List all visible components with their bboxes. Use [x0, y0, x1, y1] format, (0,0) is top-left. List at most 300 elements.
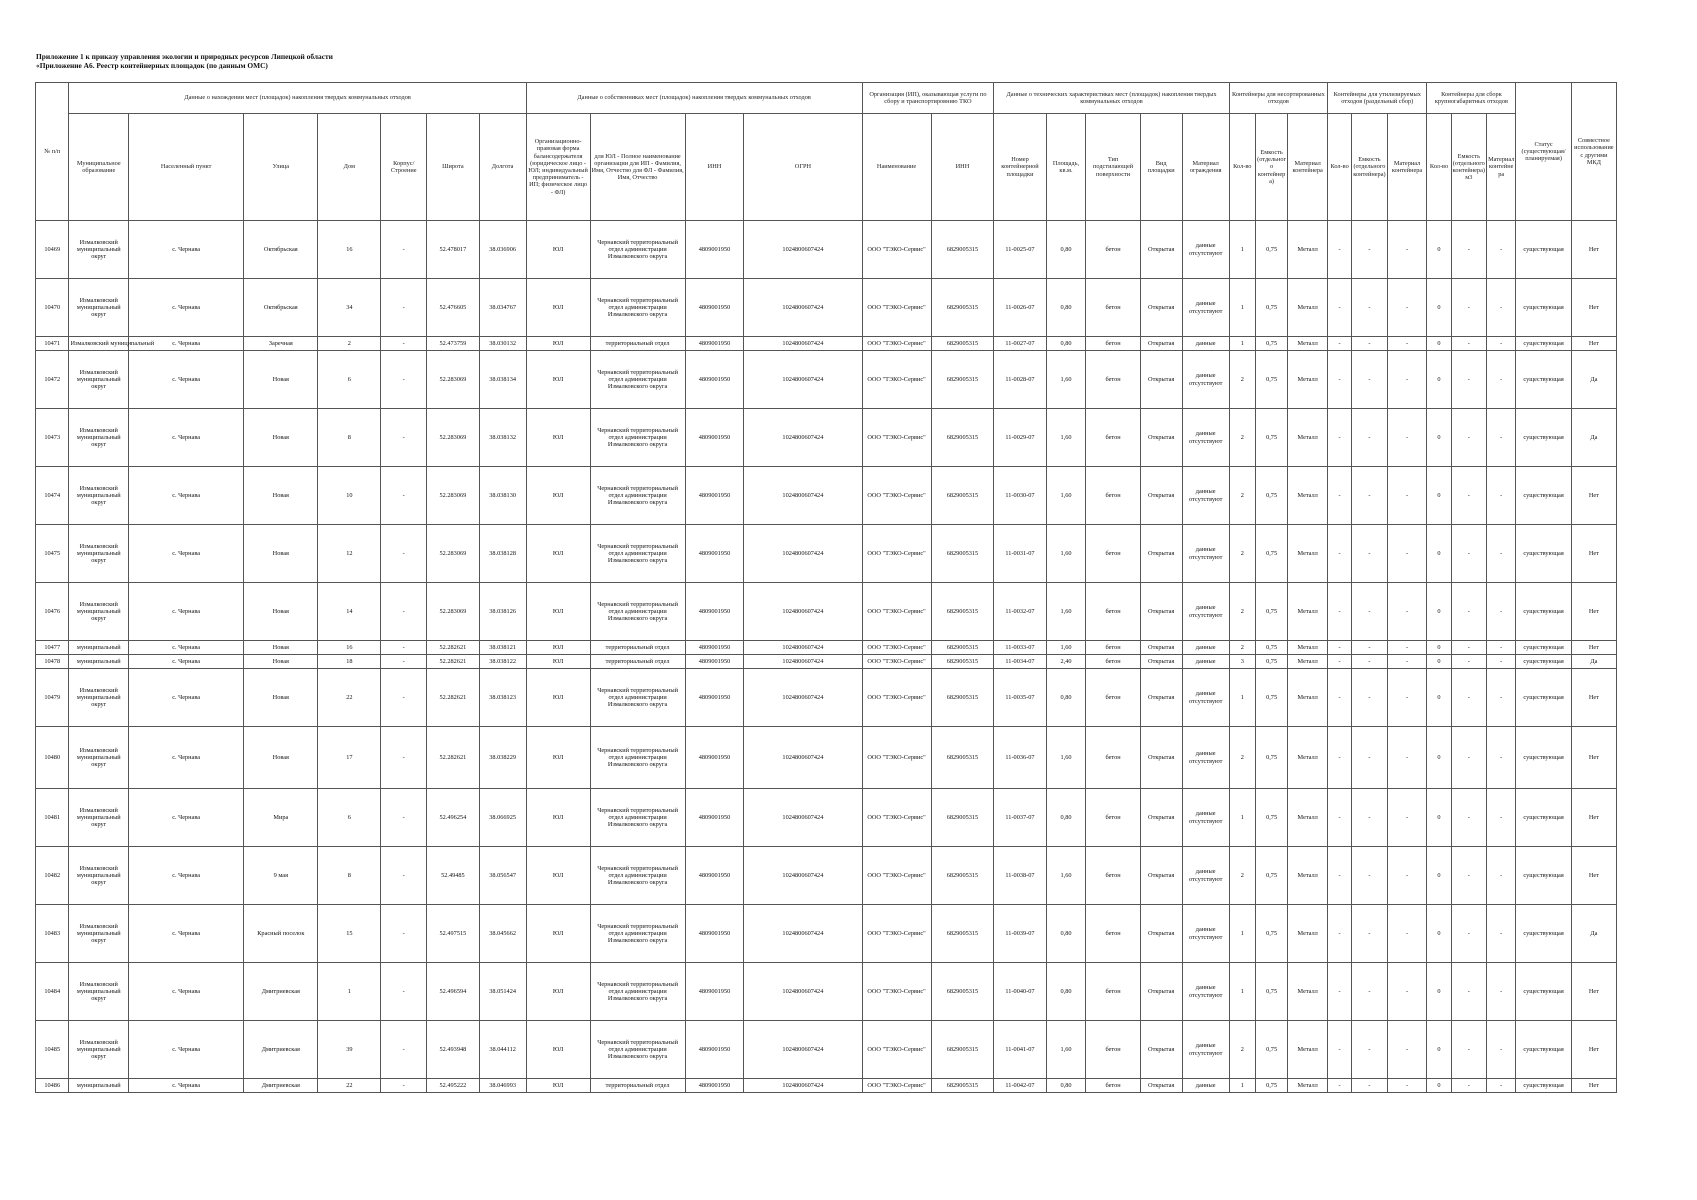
cell-area: 1,60 [1046, 467, 1086, 525]
cell-bulky-qty: 0 [1427, 467, 1451, 525]
cell-inn: 4809001950 [685, 467, 744, 525]
cell-building: - [381, 789, 427, 847]
cell-fence: данные [1182, 337, 1229, 351]
col-lon: Долгота [479, 114, 526, 221]
cell-lat: 52.496594 [427, 963, 479, 1021]
cell-bulky-material: - [1487, 789, 1516, 847]
cell-legal-form: ЮЛ [526, 467, 590, 525]
col-owner-name: для ЮЛ - Полное наименование организации для ИП - Фамилия, Имя, Отчество для ФЛ - Фамилия, Имя, Отчество [590, 114, 685, 221]
cell-inn: 4809001950 [685, 655, 744, 669]
cell-legal-form: ЮЛ [526, 641, 590, 655]
cell-bulky-qty: 0 [1427, 337, 1451, 351]
cell-separate-volume: - [1352, 641, 1388, 655]
cell-surface: бетон [1086, 409, 1140, 467]
cell-fence: данные отсутствуют [1182, 669, 1229, 727]
cell-lat: 52.283069 [427, 351, 479, 409]
cell-shared: Нет [1571, 467, 1616, 525]
cell-bulky-qty: 0 [1427, 525, 1451, 583]
cell-legal-form: ЮЛ [526, 963, 590, 1021]
cell-surface: бетон [1086, 963, 1140, 1021]
cell-site-type: Открытая [1140, 847, 1182, 905]
cell-building: - [381, 1079, 427, 1093]
cell-fence: данные отсутствуют [1182, 905, 1229, 963]
col-unsorted-material: Материал контейнера [1288, 114, 1328, 221]
cell-bulky-volume: - [1451, 337, 1487, 351]
cell-inn: 4809001950 [685, 1079, 744, 1093]
table-row [36, 221, 1617, 279]
cell-ogrn: 1024800607424 [744, 525, 862, 583]
cell-status: существующая [1516, 727, 1571, 789]
cell-house: 2 [318, 337, 381, 351]
cell-separate-volume: - [1352, 279, 1388, 337]
cell-separate-material: - [1387, 525, 1427, 583]
cell-separate-qty: - [1328, 847, 1352, 905]
cell-settlement: с. Чернава [129, 337, 244, 351]
cell-unsorted-qty: 1 [1229, 905, 1255, 963]
cell-ogrn: 1024800607424 [744, 467, 862, 525]
cell-separate-qty: - [1328, 467, 1352, 525]
cell-area: 0,80 [1046, 789, 1086, 847]
table-row [36, 655, 1617, 669]
cell-inn: 4809001950 [685, 337, 744, 351]
cell-owner-name: Чернавский территориальный отдел администрации Измалковского округа [590, 847, 685, 905]
cell-operator-inn: 6829005315 [931, 905, 994, 963]
cell-ogrn: 1024800607424 [744, 847, 862, 905]
cell-unsorted-volume: 0,75 [1255, 1021, 1287, 1079]
cell-separate-qty: - [1328, 525, 1352, 583]
cell-legal-form: ЮЛ [526, 905, 590, 963]
cell-owner-name: территориальный отдел [590, 655, 685, 669]
cell-house: 17 [318, 727, 381, 789]
cell-municipality: Измалковский муниципальный округ [69, 669, 129, 727]
cell-num: 10469 [36, 221, 69, 279]
cell-area: 1,60 [1046, 1021, 1086, 1079]
cell-site-number: 11-0040-07 [994, 963, 1046, 1021]
cell-bulky-volume: - [1451, 727, 1487, 789]
cell-separate-volume: - [1352, 905, 1388, 963]
cell-bulky-volume: - [1451, 1021, 1487, 1079]
cell-separate-qty: - [1328, 583, 1352, 641]
cell-legal-form: ЮЛ [526, 279, 590, 337]
cell-operator-name: ООО "ТЭКО-Сервис" [862, 905, 931, 963]
cell-bulky-material: - [1487, 337, 1516, 351]
cell-unsorted-volume: 0,75 [1255, 963, 1287, 1021]
cell-shared: Нет [1571, 1079, 1616, 1093]
cell-operator-inn: 6829005315 [931, 641, 994, 655]
cell-operator-name: ООО "ТЭКО-Сервис" [862, 583, 931, 641]
cell-shared: Да [1571, 905, 1616, 963]
col-num: № п/п [36, 83, 69, 221]
cell-settlement: с. Чернава [129, 669, 244, 727]
cell-num: 10474 [36, 467, 69, 525]
col-site-type: Вид площадки [1140, 114, 1182, 221]
cell-unsorted-qty: 2 [1229, 641, 1255, 655]
cell-separate-volume: - [1352, 669, 1388, 727]
cell-lon: 38.051424 [479, 963, 526, 1021]
cell-street: Дмитриевская [244, 1079, 318, 1093]
cell-separate-qty: - [1328, 669, 1352, 727]
cell-fence: данные отсутствуют [1182, 727, 1229, 789]
cell-bulky-volume: - [1451, 669, 1487, 727]
cell-status: существующая [1516, 1021, 1571, 1079]
cell-separate-material: - [1387, 847, 1427, 905]
cell-surface: бетон [1086, 337, 1140, 351]
cell-inn: 4809001950 [685, 583, 744, 641]
cell-unsorted-qty: 2 [1229, 467, 1255, 525]
cell-settlement: с. Чернава [129, 789, 244, 847]
cell-ogrn: 1024800607424 [744, 1021, 862, 1079]
cell-unsorted-volume: 0,75 [1255, 789, 1287, 847]
cell-municipality: Измалковский муниципальный округ [69, 905, 129, 963]
cell-settlement: с. Чернава [129, 351, 244, 409]
cell-separate-volume: - [1352, 727, 1388, 789]
cell-status: существующая [1516, 905, 1571, 963]
cell-operator-name: ООО "ТЭКО-Сервис" [862, 279, 931, 337]
cell-site-number: 11-0025-07 [994, 221, 1046, 279]
cell-unsorted-qty: 2 [1229, 847, 1255, 905]
cell-house: 10 [318, 467, 381, 525]
cell-bulky-volume: - [1451, 789, 1487, 847]
cell-owner-name: Чернавский территориальный отдел администрации Измалковского округа [590, 467, 685, 525]
cell-legal-form: ЮЛ [526, 1021, 590, 1079]
cell-surface: бетон [1086, 583, 1140, 641]
cell-lon: 38.038121 [479, 641, 526, 655]
cell-surface: бетон [1086, 789, 1140, 847]
cell-inn: 4809001950 [685, 641, 744, 655]
cell-unsorted-qty: 1 [1229, 221, 1255, 279]
cell-settlement: с. Чернава [129, 525, 244, 583]
cell-bulky-qty: 0 [1427, 847, 1451, 905]
cell-lon: 38.046993 [479, 1079, 526, 1093]
cell-bulky-material: - [1487, 1079, 1516, 1093]
cell-shared: Нет [1571, 847, 1616, 905]
cell-status: существующая [1516, 583, 1571, 641]
cell-municipality: муниципальный [69, 655, 129, 669]
cell-site-number: 11-0032-07 [994, 583, 1046, 641]
cell-status: существующая [1516, 279, 1571, 337]
cell-lon: 38.038123 [479, 669, 526, 727]
cell-separate-volume: - [1352, 337, 1388, 351]
cell-separate-material: - [1387, 221, 1427, 279]
cell-area: 1,60 [1046, 409, 1086, 467]
cell-ogrn: 1024800607424 [744, 655, 862, 669]
cell-separate-volume: - [1352, 351, 1388, 409]
cell-status: существующая [1516, 525, 1571, 583]
cell-bulky-volume: - [1451, 1079, 1487, 1093]
cell-shared: Нет [1571, 279, 1616, 337]
cell-street: Новая [244, 525, 318, 583]
cell-separate-material: - [1387, 351, 1427, 409]
cell-unsorted-volume: 0,75 [1255, 467, 1287, 525]
cell-operator-name: ООО "ТЭКО-Сервис" [862, 337, 931, 351]
cell-house: 22 [318, 1079, 381, 1093]
cell-area: 2,40 [1046, 655, 1086, 669]
cell-settlement: с. Чернава [129, 409, 244, 467]
cell-surface: бетон [1086, 847, 1140, 905]
cell-separate-volume: - [1352, 583, 1388, 641]
cell-bulky-qty: 0 [1427, 963, 1451, 1021]
cell-legal-form: ЮЛ [526, 1079, 590, 1093]
cell-bulky-volume: - [1451, 409, 1487, 467]
cell-site-number: 11-0028-07 [994, 351, 1046, 409]
cell-lon: 38.044112 [479, 1021, 526, 1079]
cell-building: - [381, 905, 427, 963]
cell-site-number: 11-0035-07 [994, 669, 1046, 727]
cell-lat: 52.282621 [427, 727, 479, 789]
cell-lon: 38.066925 [479, 789, 526, 847]
cell-unsorted-material: Металл [1288, 525, 1328, 583]
cell-unsorted-volume: 0,75 [1255, 655, 1287, 669]
cell-legal-form: ЮЛ [526, 409, 590, 467]
cell-unsorted-volume: 0,75 [1255, 351, 1287, 409]
cell-bulky-qty: 0 [1427, 351, 1451, 409]
column-header-row [36, 114, 1617, 221]
cell-unsorted-qty: 1 [1229, 789, 1255, 847]
cell-ogrn: 1024800607424 [744, 641, 862, 655]
cell-bulky-qty: 0 [1427, 1079, 1451, 1093]
cell-bulky-qty: 0 [1427, 221, 1451, 279]
cell-unsorted-volume: 0,75 [1255, 525, 1287, 583]
cell-bulky-material: - [1487, 409, 1516, 467]
cell-inn: 4809001950 [685, 525, 744, 583]
cell-building: - [381, 583, 427, 641]
cell-ogrn: 1024800607424 [744, 279, 862, 337]
cell-street: Новая [244, 641, 318, 655]
col-ogrn: ОГРН [744, 114, 862, 221]
cell-unsorted-volume: 0,75 [1255, 727, 1287, 789]
cell-bulky-qty: 0 [1427, 583, 1451, 641]
col-bulky-volume: Емкость (отдельного контейнера) м3 [1451, 114, 1487, 221]
cell-municipality: муниципальный [69, 641, 129, 655]
cell-site-number: 11-0027-07 [994, 337, 1046, 351]
cell-unsorted-material: Металл [1288, 905, 1328, 963]
cell-site-type: Открытая [1140, 467, 1182, 525]
cell-ogrn: 1024800607424 [744, 583, 862, 641]
col-separate-qty: Кол-во [1328, 114, 1352, 221]
cell-site-type: Открытая [1140, 279, 1182, 337]
group-owners: Данные о собственниках мест (площадок) накопления твердых коммунальных отходов [526, 83, 862, 114]
cell-shared: Нет [1571, 641, 1616, 655]
cell-unsorted-material: Металл [1288, 1079, 1328, 1093]
cell-municipality: Измалковский муниципальный округ [69, 409, 129, 467]
cell-lat: 52.283069 [427, 525, 479, 583]
group-bulky-containers: Контейнеры для сборк крупногабаритных отходов [1427, 83, 1516, 114]
table-row [36, 669, 1617, 727]
cell-area: 1,60 [1046, 727, 1086, 789]
table-row [36, 279, 1617, 337]
cell-fence: данные отсутствуют [1182, 221, 1229, 279]
cell-owner-name: Чернавский территориальный отдел администрации Измалковского округа [590, 583, 685, 641]
cell-settlement: с. Чернава [129, 905, 244, 963]
cell-operator-inn: 6829005315 [931, 655, 994, 669]
cell-lon: 38.038126 [479, 583, 526, 641]
cell-separate-material: - [1387, 727, 1427, 789]
col-lat: Широта [427, 114, 479, 221]
cell-lat: 52.495222 [427, 1079, 479, 1093]
cell-area: 0,80 [1046, 1079, 1086, 1093]
cell-street: Дмитриевская [244, 1021, 318, 1079]
cell-operator-inn: 6829005315 [931, 847, 994, 905]
cell-site-type: Открытая [1140, 525, 1182, 583]
cell-bulky-material: - [1487, 655, 1516, 669]
cell-municipality: Измалковский муниципальный округ [69, 351, 129, 409]
col-separate-volume: Емкость (отдельного контейнера) [1352, 114, 1388, 221]
cell-house: 14 [318, 583, 381, 641]
cell-separate-material: - [1387, 279, 1427, 337]
cell-operator-name: ООО "ТЭКО-Сервис" [862, 789, 931, 847]
table-row [36, 847, 1617, 905]
cell-bulky-material: - [1487, 467, 1516, 525]
group-header-row [36, 83, 1617, 114]
cell-site-number: 11-0034-07 [994, 655, 1046, 669]
cell-operator-name: ООО "ТЭКО-Сервис" [862, 525, 931, 583]
cell-ogrn: 1024800607424 [744, 221, 862, 279]
cell-lat: 52.282621 [427, 669, 479, 727]
cell-operator-name: ООО "ТЭКО-Сервис" [862, 221, 931, 279]
cell-area: 0,80 [1046, 669, 1086, 727]
cell-unsorted-material: Металл [1288, 279, 1328, 337]
cell-inn: 4809001950 [685, 351, 744, 409]
cell-lon: 38.030132 [479, 337, 526, 351]
table-row [36, 583, 1617, 641]
cell-operator-name: ООО "ТЭКО-Сервис" [862, 409, 931, 467]
cell-municipality: Измалковский муниципальный округ [69, 847, 129, 905]
cell-unsorted-material: Металл [1288, 847, 1328, 905]
cell-bulky-volume: - [1451, 641, 1487, 655]
cell-surface: бетон [1086, 525, 1140, 583]
cell-lat: 52.283069 [427, 409, 479, 467]
cell-num: 10476 [36, 583, 69, 641]
cell-site-number: 11-0031-07 [994, 525, 1046, 583]
cell-operator-inn: 6829005315 [931, 467, 994, 525]
cell-site-type: Открытая [1140, 655, 1182, 669]
cell-inn: 4809001950 [685, 905, 744, 963]
cell-bulky-material: - [1487, 525, 1516, 583]
cell-bulky-material: - [1487, 221, 1516, 279]
cell-lon: 38.034767 [479, 279, 526, 337]
cell-separate-volume: - [1352, 409, 1388, 467]
cell-status: существующая [1516, 655, 1571, 669]
cell-site-number: 11-0041-07 [994, 1021, 1046, 1079]
cell-bulky-volume: - [1451, 655, 1487, 669]
cell-lat: 52.283069 [427, 467, 479, 525]
cell-separate-material: - [1387, 905, 1427, 963]
cell-ogrn: 1024800607424 [744, 409, 862, 467]
cell-separate-volume: - [1352, 467, 1388, 525]
cell-operator-inn: 6829005315 [931, 1079, 994, 1093]
cell-building: - [381, 279, 427, 337]
cell-operator-inn: 6829005315 [931, 727, 994, 789]
cell-unsorted-volume: 0,75 [1255, 337, 1287, 351]
cell-num: 10481 [36, 789, 69, 847]
cell-street: Заречная [244, 337, 318, 351]
cell-separate-material: - [1387, 1079, 1427, 1093]
cell-fence: данные [1182, 1079, 1229, 1093]
cell-lon: 38.038134 [479, 351, 526, 409]
cell-owner-name: территориальный отдел [590, 337, 685, 351]
cell-ogrn: 1024800607424 [744, 905, 862, 963]
col-bulky-material: Материал контейнера [1487, 114, 1516, 221]
cell-status: существующая [1516, 789, 1571, 847]
cell-fence: данные [1182, 655, 1229, 669]
cell-street: Новая [244, 467, 318, 525]
cell-legal-form: ЮЛ [526, 583, 590, 641]
cell-separate-material: - [1387, 641, 1427, 655]
cell-operator-inn: 6829005315 [931, 409, 994, 467]
cell-house: 16 [318, 641, 381, 655]
cell-operator-inn: 6829005315 [931, 963, 994, 1021]
cell-area: 0,80 [1046, 221, 1086, 279]
cell-building: - [381, 221, 427, 279]
cell-house: 18 [318, 655, 381, 669]
cell-unsorted-material: Металл [1288, 789, 1328, 847]
col-unsorted-volume: Емкость (отдельного контейнера) [1255, 114, 1287, 221]
cell-operator-name: ООО "ТЭКО-Сервис" [862, 727, 931, 789]
cell-surface: бетон [1086, 467, 1140, 525]
cell-house: 16 [318, 221, 381, 279]
group-separate-containers: Контейнеры для утилизируемых отходов (раздельный сбор) [1328, 83, 1427, 114]
cell-street: Октябрьская [244, 279, 318, 337]
cell-fence: данные [1182, 641, 1229, 655]
cell-surface: бетон [1086, 905, 1140, 963]
cell-house: 1 [318, 963, 381, 1021]
cell-site-number: 11-0029-07 [994, 409, 1046, 467]
cell-settlement: с. Чернава [129, 583, 244, 641]
cell-bulky-volume: - [1451, 351, 1487, 409]
cell-street: Мира [244, 789, 318, 847]
col-operator-name: Наименование [862, 114, 931, 221]
cell-site-type: Открытая [1140, 337, 1182, 351]
table-row [36, 789, 1617, 847]
cell-bulky-material: - [1487, 847, 1516, 905]
cell-unsorted-volume: 0,75 [1255, 1079, 1287, 1093]
cell-area: 1,60 [1046, 525, 1086, 583]
cell-lon: 38.038122 [479, 655, 526, 669]
cell-inn: 4809001950 [685, 789, 744, 847]
col-municipality: Муниципальное образование [69, 114, 129, 221]
cell-separate-material: - [1387, 655, 1427, 669]
cell-fence: данные отсутствуют [1182, 583, 1229, 641]
cell-num: 10485 [36, 1021, 69, 1079]
cell-site-type: Открытая [1140, 641, 1182, 655]
cell-legal-form: ЮЛ [526, 669, 590, 727]
cell-unsorted-volume: 0,75 [1255, 221, 1287, 279]
cell-site-number: 11-0036-07 [994, 727, 1046, 789]
cell-owner-name: Чернавский территориальный отдел администрации Измалковского округа [590, 351, 685, 409]
cell-bulky-qty: 0 [1427, 905, 1451, 963]
cell-operator-name: ООО "ТЭКО-Сервис" [862, 351, 931, 409]
cell-settlement: с. Чернава [129, 655, 244, 669]
cell-inn: 4809001950 [685, 727, 744, 789]
cell-bulky-material: - [1487, 351, 1516, 409]
cell-shared: Нет [1571, 727, 1616, 789]
cell-house: 15 [318, 905, 381, 963]
cell-unsorted-qty: 2 [1229, 583, 1255, 641]
cell-separate-volume: - [1352, 221, 1388, 279]
cell-operator-inn: 6829005315 [931, 789, 994, 847]
cell-area: 0,80 [1046, 905, 1086, 963]
cell-lon: 38.045662 [479, 905, 526, 963]
cell-separate-qty: - [1328, 409, 1352, 467]
cell-num: 10471 [36, 337, 69, 351]
cell-unsorted-material: Металл [1288, 1021, 1328, 1079]
cell-operator-name: ООО "ТЭКО-Сервис" [862, 655, 931, 669]
cell-ogrn: 1024800607424 [744, 351, 862, 409]
cell-fence: данные отсутствуют [1182, 847, 1229, 905]
cell-surface: бетон [1086, 655, 1140, 669]
cell-lat: 52.493948 [427, 1021, 479, 1079]
cell-lon: 38.038229 [479, 727, 526, 789]
